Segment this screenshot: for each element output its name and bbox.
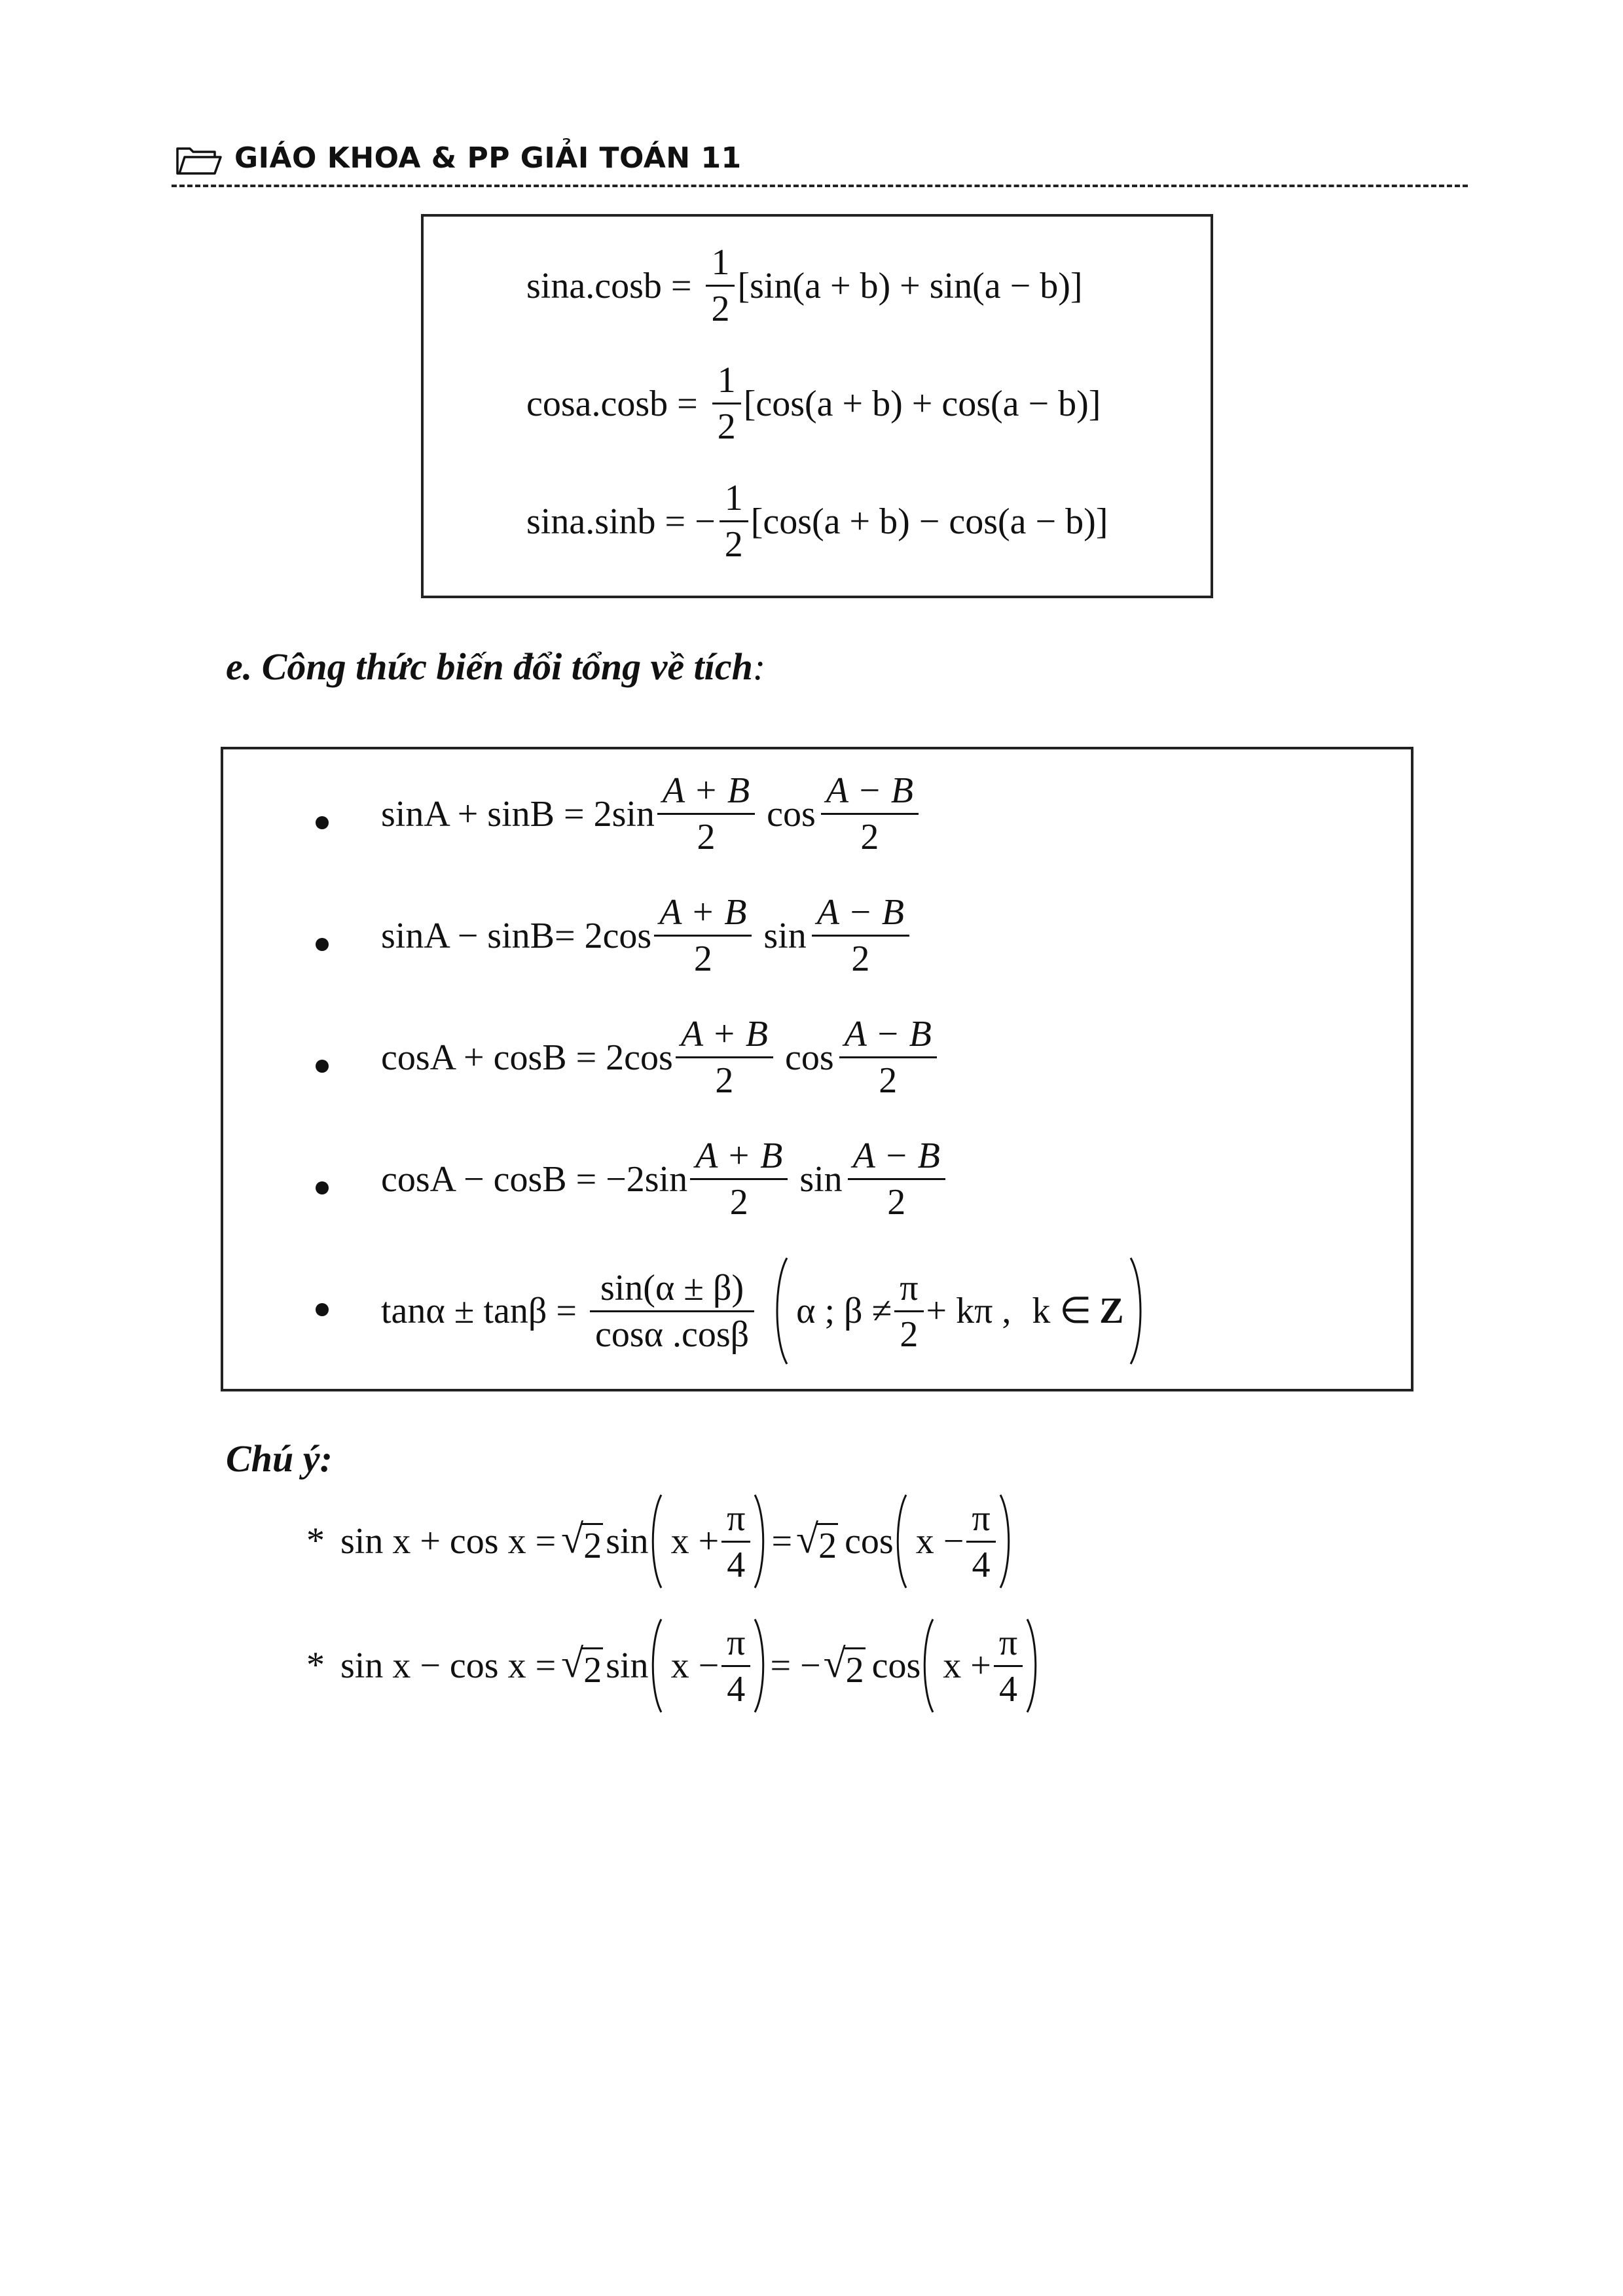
formula-rhs: [cos(a + b) + cos(a − b)] bbox=[743, 383, 1101, 424]
fraction: $\frac{A + B}{2}$ bbox=[690, 1138, 788, 1221]
radical-sign: √ bbox=[561, 1516, 584, 1562]
fraction: $\frac{1}{2}$ bbox=[720, 480, 748, 563]
formula-rhs: [sin(a + b) + sin(a − b)] bbox=[737, 265, 1083, 306]
left-paren bbox=[649, 1492, 663, 1590]
fraction: $\frac{1}{2}$ bbox=[706, 244, 735, 327]
bullet bbox=[316, 816, 329, 829]
fraction: $\frac{\pi}{2}$ bbox=[894, 1270, 923, 1353]
folder-icon bbox=[175, 147, 223, 175]
bullet bbox=[316, 1181, 329, 1194]
formula-sina-sinb bbox=[526, 480, 1108, 563]
formula-lhs: cosa.cosb = bbox=[526, 383, 698, 424]
bullet bbox=[316, 1060, 329, 1073]
right-paren bbox=[1128, 1255, 1145, 1367]
formula-sinA-plus-sinB: sinA + sinB = 2sin $\frac{A + B}{2}$ cos $\frac{A - B}{2}$ bbox=[381, 772, 921, 855]
formula-rhs: [cos(a + b) − cos(a − b)] bbox=[750, 501, 1108, 542]
left-paren bbox=[921, 1617, 935, 1715]
formula-lhs: sina.cosb = bbox=[526, 265, 692, 306]
fraction: $\frac{\pi}{4}$ bbox=[994, 1624, 1023, 1708]
formula-sinA-minus-sinB: sinA − sinB= 2cos $\frac{A + B}{2}$ sin $\frac{A - B}{2}$ bbox=[381, 894, 912, 977]
square-root: √ 2 bbox=[561, 1641, 602, 1691]
fraction: $\frac{A + B}{2}$ bbox=[654, 894, 752, 977]
radical-sign: √ bbox=[561, 1641, 584, 1686]
fraction: $\frac{\pi}{4}$ bbox=[721, 1624, 750, 1708]
right-paren bbox=[753, 1492, 767, 1590]
fraction: $\frac{\sin(\alpha \pm \beta)}{\cos\alpha .\cos\beta}$ bbox=[590, 1270, 754, 1353]
radical-sign: √ bbox=[823, 1641, 846, 1686]
note-bullet-star: * bbox=[306, 1645, 325, 1685]
fraction: $\frac{\pi}{4}$ bbox=[721, 1500, 750, 1583]
square-root: √ 2 bbox=[823, 1641, 864, 1691]
fraction: $\frac{\pi}{4}$ bbox=[966, 1500, 995, 1583]
fraction: $\frac{A - B}{2}$ bbox=[848, 1138, 945, 1221]
square-root: √ 2 bbox=[561, 1516, 602, 1566]
left-paren bbox=[649, 1617, 663, 1715]
formula-sina-cosb bbox=[526, 244, 1083, 327]
formula-tan-sum: tanα ± tanβ = $\frac{\sin(\alpha \pm \beta)}{\cos\alpha .\cos\beta}$ α ; β ≠ $\frac{\pi}{2}$ + kπ , k ∈ Z bbox=[381, 1255, 1145, 1367]
formula-cosa-cosb bbox=[526, 362, 1101, 445]
page-header bbox=[172, 139, 1468, 181]
bullet bbox=[316, 1303, 329, 1316]
square-root: √ 2 bbox=[796, 1516, 837, 1566]
left-paren bbox=[894, 1492, 908, 1590]
note-formula-sin-plus-cos: sin x + cos x = √ 2 sin x + $\frac{\pi}{4}$ = √ 2 cos x − $\frac{\pi}{4}$ bbox=[340, 1492, 1013, 1590]
radical-sign: √ bbox=[796, 1516, 819, 1562]
page-title: GIÁO KHOA & PP GIẢI TOÁN 11 bbox=[234, 141, 742, 175]
fraction: $\frac{A - B}{2}$ bbox=[839, 1016, 937, 1099]
left-paren bbox=[773, 1255, 790, 1367]
fraction: $\frac{A + B}{2}$ bbox=[657, 772, 755, 855]
header-divider bbox=[172, 185, 1468, 187]
note-formula-sin-minus-cos: sin x − cos x = √ 2 sin x − $\frac{\pi}{4}$ = − √ 2 cos x + $\frac{\pi}{4}$ bbox=[340, 1617, 1040, 1715]
right-paren bbox=[753, 1617, 767, 1715]
formula-cosA-minus-cosB: cosA − cosB = −2sin $\frac{A + B}{2}$ sin $\frac{A - B}{2}$ bbox=[381, 1138, 948, 1221]
right-paren bbox=[1025, 1617, 1040, 1715]
bullet bbox=[316, 938, 329, 951]
fraction: $\frac{A - B}{2}$ bbox=[812, 894, 909, 977]
note-heading: Chú ý: bbox=[226, 1437, 333, 1480]
right-paren bbox=[998, 1492, 1013, 1590]
note-bullet-star: * bbox=[306, 1520, 325, 1561]
section-heading-sum-to-product: e. Công thức biến đổi tổng về tích: bbox=[226, 645, 766, 688]
fraction: $\frac{A + B}{2}$ bbox=[676, 1016, 773, 1099]
fraction: $\frac{1}{2}$ bbox=[712, 362, 741, 445]
formula-lhs: sina.sinb = − bbox=[526, 501, 716, 542]
formula-cosA-plus-cosB: cosA + cosB = 2cos $\frac{A + B}{2}$ cos $\frac{A - B}{2}$ bbox=[381, 1016, 939, 1099]
fraction: $\frac{A - B}{2}$ bbox=[821, 772, 919, 855]
